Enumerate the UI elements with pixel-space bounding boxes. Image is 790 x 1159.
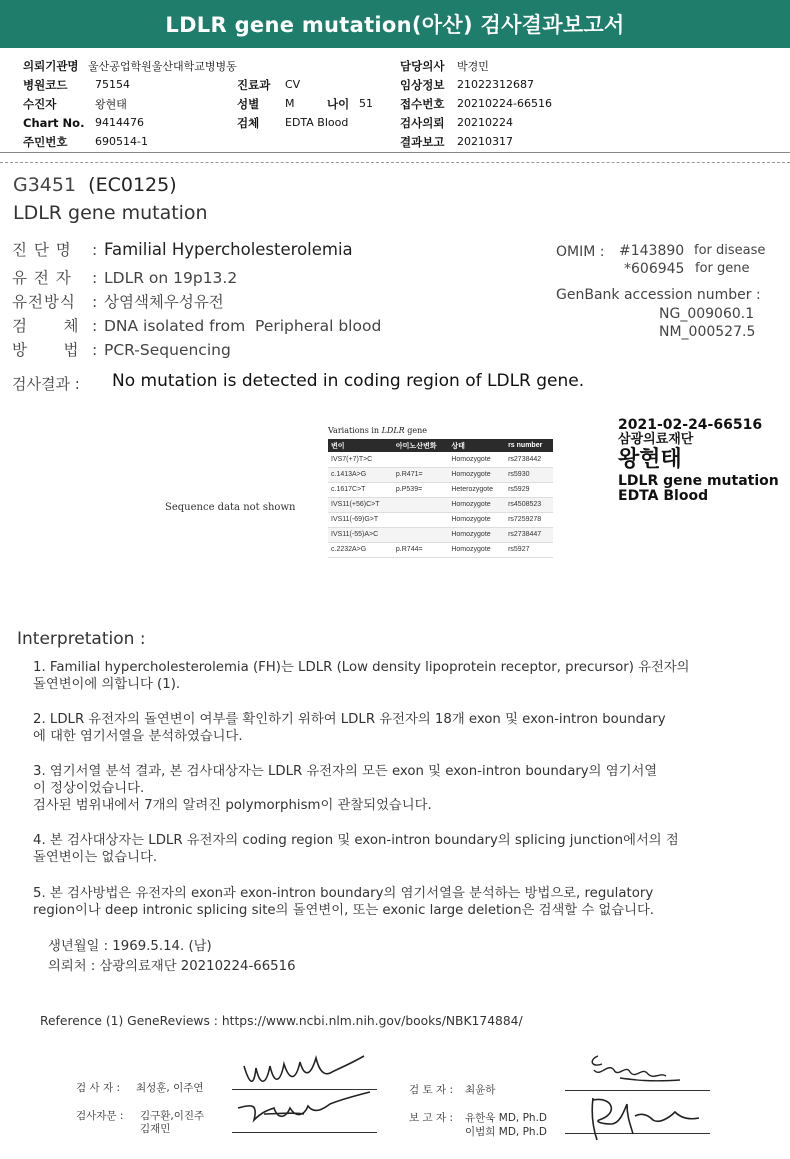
reviewer-value: 최윤하 <box>465 1084 496 1096</box>
interpretation-item-2: 2. LDLR 유전자의 돌연변이 여부를 확인하기 위하여 LDLR 유전자의 18개 exon 및 exon-intron boundary 에 대한 염기서열을 분석하였습니다. <box>33 712 666 744</box>
reviewer-sign-line <box>565 1090 710 1091</box>
interpretation-item-1: 1. Familial hypercholesterolemia (FH)는 LDLR (Low density lipoprotein receptor, precursor) 유전자의 돌연변이에 의합니다 (1). <box>33 660 690 692</box>
table-cell: IVS7(+7)T>C <box>328 452 393 467</box>
resident-no-label: 주민번호 <box>23 134 68 149</box>
interpretation-item-5: 5. 본 검사방법은 유전자의 exon과 exon-intron boundary의 염기서열을 분석하는 방법으로, regulatory region이나 deep intronic splicing site의 돌연변이, 또는 exonic large deletion은 검색할 수 없습니다. <box>33 886 655 918</box>
sticker-org: 삼광의료재단 <box>618 431 694 447</box>
table-cell: p.R744= <box>393 542 448 557</box>
specimen-sticker <box>618 418 779 504</box>
dashed-divider <box>0 162 790 163</box>
doctor-label: 담당의사 <box>400 58 445 73</box>
table-cell <box>393 452 448 467</box>
field-method: 방 법 : PCR-Sequencing <box>12 341 231 359</box>
header-col-2 <box>237 56 373 132</box>
genbank-ng: NG_009060.1 <box>659 306 755 322</box>
table-cell: rs5930 <box>505 467 553 482</box>
table-cell: rs4508523 <box>505 497 553 512</box>
receipt-no-label: 접수번호 <box>400 96 445 111</box>
age-value: 51 <box>359 97 373 110</box>
test-code: G3451 (EC0125) <box>13 174 177 196</box>
consultant-sign-line <box>232 1132 377 1133</box>
field-diagnosis: 진 단 명 : Familial Hypercholesterolemia <box>12 240 353 259</box>
reviewer-signature <box>580 1050 690 1090</box>
resident-no-value: 690514-1 <box>95 135 148 148</box>
field-inheritance: 유전방식 : 상염색체우성유전 <box>12 293 224 311</box>
table-cell <box>393 527 448 542</box>
clinical-info-value: 21022312687 <box>457 78 534 91</box>
field-gene: 유 전 자 : LDLR on 19p13.2 <box>12 269 238 287</box>
table-cell: c.1413A>G <box>328 467 393 482</box>
diagnosis-value: Familial Hypercholesterolemia <box>104 240 353 259</box>
hospital-code-value: 75154 <box>95 78 130 91</box>
reference: Reference (1) GeneReviews : https://www.ncbi.nlm.nih.gov/books/NBK174884/ <box>40 1014 523 1028</box>
interpretation-heading: Interpretation : <box>17 629 146 649</box>
sex-value: M <box>285 97 295 110</box>
reviewer-label: 검 토 자 : <box>409 1084 453 1096</box>
table-cell: Homozygote <box>448 452 505 467</box>
institution-value: 울산공업학원울산대학교병병동 <box>88 59 237 73</box>
table-cell: Homozygote <box>448 542 505 557</box>
omim-label: OMIM : <box>556 244 605 260</box>
table-row <box>328 467 553 482</box>
variations-table <box>328 426 553 558</box>
table-cell: rs2738442 <box>505 452 553 467</box>
table-cell: Homozygote <box>448 512 505 527</box>
table-row <box>328 497 553 512</box>
table-cell: rs7259278 <box>505 512 553 527</box>
omim-gene: *606945 <box>624 261 685 277</box>
sex-label: 성별 <box>237 96 260 111</box>
reporter-signature <box>583 1094 703 1144</box>
reporter-value-2: 이범희 MD, Ph.D <box>465 1126 547 1138</box>
result-label: 검사결과 : <box>12 375 80 393</box>
report-title: LDLR gene mutation(아산) 검사결과보고서 <box>0 0 790 48</box>
header-col-1 <box>23 56 237 151</box>
variations-header-0: 변이 <box>328 439 393 452</box>
table-cell: Homozygote <box>448 467 505 482</box>
chart-no-value: 9414476 <box>95 116 144 129</box>
institution-label: 의뢰기관명 <box>23 58 79 73</box>
sequence-note: Sequence data not shown <box>165 502 296 513</box>
birth-date: 생년월일 : 1969.5.14. (남) <box>48 939 212 954</box>
table-cell: rs2738447 <box>505 527 553 542</box>
specimen-label: 검체 <box>237 115 260 130</box>
tester-signature <box>240 1046 370 1090</box>
variations-header-3: rs number <box>505 439 553 452</box>
table-cell: p.R471= <box>393 467 448 482</box>
interpretation-item-3: 3. 염기서열 분석 결과, 본 검사대상자는 LDLR 유전자의 모든 exon 및 exon-intron boundary의 염기서열 이 정상이었습니다. 검사된 범위내에서 7개의 알려진 polymorphism이 관찰되었습니다. <box>33 764 658 813</box>
genbank-label: GenBank accession number : <box>556 287 761 303</box>
table-cell: rs5929 <box>505 482 553 497</box>
table-row <box>328 542 553 557</box>
variations-caption: Variations in LDLR gene <box>328 426 427 435</box>
variations-header-2: 상태 <box>448 439 505 452</box>
table-cell: Heterozygote <box>448 482 505 497</box>
department-value: CV <box>285 78 301 91</box>
doctor-value: 박경민 <box>457 59 489 73</box>
table-cell: rs5927 <box>505 542 553 557</box>
sticker-specimen: EDTA Blood <box>618 488 709 505</box>
table-cell <box>393 497 448 512</box>
table-cell: c.1617C>T <box>328 482 393 497</box>
omim-disease-note: for disease <box>694 243 766 258</box>
requester: 의뢰처 : 삼광의료재단 20210224-66516 <box>48 959 296 974</box>
clinical-info-label: 임상정보 <box>400 77 445 92</box>
request-date-label: 검사의뢰 <box>400 115 445 130</box>
tester-value: 최성훈, 이주연 <box>136 1082 204 1094</box>
patient-value: 왕현태 <box>95 97 127 111</box>
age-label: 나이 <box>327 96 350 111</box>
test-name: LDLR gene mutation <box>13 202 208 224</box>
header-col-3 <box>400 56 552 151</box>
report-date-value: 20210317 <box>457 135 513 148</box>
department-label: 진료과 <box>237 77 271 92</box>
specimen-value: EDTA Blood <box>285 116 349 129</box>
reporter-label: 보 고 자 : <box>409 1112 453 1124</box>
omim-gene-note: for gene <box>695 261 750 276</box>
table-cell: Homozygote <box>448 497 505 512</box>
ec-code: (EC0125) <box>88 174 177 196</box>
table-row <box>328 527 553 542</box>
sticker-number: 2021-02-24-66516 <box>618 417 763 433</box>
table-cell: Homozygote <box>448 527 505 542</box>
table-row <box>328 512 553 527</box>
patient-label: 수진자 <box>23 96 57 111</box>
interpretation-item-4: 4. 본 검사대상자는 LDLR 유전자의 coding region 및 exon-intron boundary의 splicing junction에서의 점 돌연변이는 없습니다. <box>33 833 679 865</box>
consultant-label: 검사자문 : <box>76 1110 124 1122</box>
table-cell: p.P539= <box>393 482 448 497</box>
table-cell: IVS11(-55)A>C <box>328 527 393 542</box>
field-specimen: 검 체 : DNA isolated from Peripheral blood <box>12 317 382 335</box>
sticker-name: 왕현태 <box>618 447 682 473</box>
sticker-test: LDLR gene mutation <box>618 473 779 490</box>
table-cell: c.2232A>G <box>328 542 393 557</box>
consultant-value-1: 김구환,이진주 <box>140 1110 205 1122</box>
consultant-value-2: 김재민 <box>140 1123 171 1135</box>
table-cell: IVS11(+56)C>T <box>328 497 393 512</box>
report-date-label: 결과보고 <box>400 134 445 149</box>
consultant-signature <box>234 1090 374 1132</box>
table-row <box>328 452 553 467</box>
chart-no-label: Chart No. <box>23 115 85 130</box>
omim-disease: #143890 <box>619 243 685 259</box>
request-date-value: 20210224 <box>457 116 513 129</box>
table-row <box>328 482 553 497</box>
receipt-no-value: 20210224-66516 <box>457 97 552 110</box>
variations-header-1: 아미노산변화 <box>393 439 448 452</box>
reporter-value-1: 유한욱 MD, Ph.D <box>465 1112 547 1124</box>
tester-label: 검 사 자 : <box>76 1082 120 1094</box>
table-cell: IVS11(-69)G>T <box>328 512 393 527</box>
genbank-nm: NM_000527.5 <box>659 324 756 340</box>
header-divider <box>0 152 790 153</box>
result-value: No mutation is detected in coding region of LDLR gene. <box>112 371 585 391</box>
hospital-code-label: 병원코드 <box>23 77 68 92</box>
table-cell <box>393 512 448 527</box>
